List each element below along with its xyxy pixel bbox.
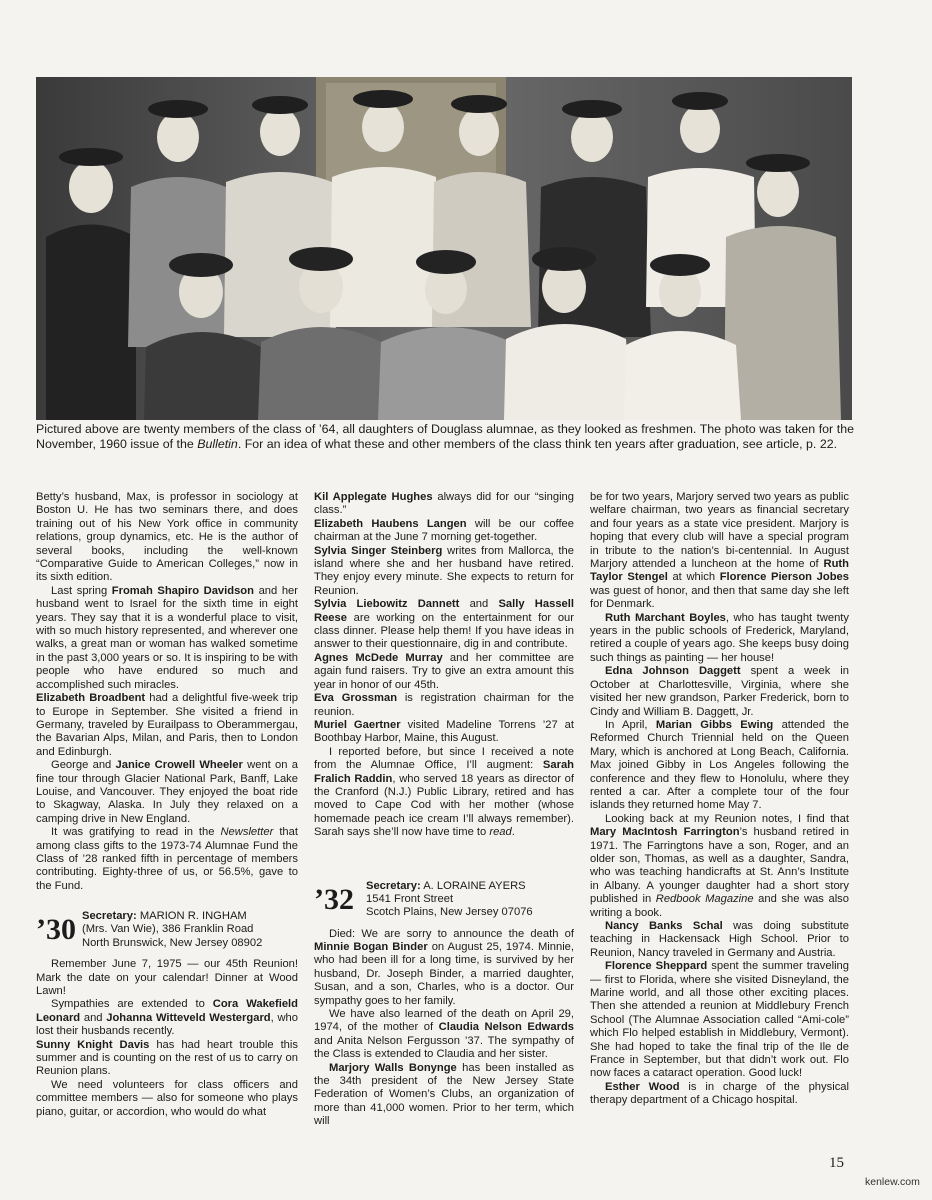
secretary-address: Secretary: MARION R. INGHAM (Mrs. Van Wie), 386 Franklin Road North Brunswick, New Jersey 08902 bbox=[82, 910, 263, 949]
paragraph: Sylvia Singer Steinberg writes from Mallorca, the island where she and her husband have retired. They enjoy every minute. She expects to return for Reunion. bbox=[314, 544, 574, 597]
photo-caption: Pictured above are twenty members of the class of ’64, all daughters of Douglass alumnae, as they looked as freshmen. The photo was taken for the November, 1960 issue of the Bulletin. For an idea of what these and other members of the class think ten years after graduation, see article, p. 22. bbox=[36, 422, 854, 452]
class-photo-image bbox=[36, 77, 852, 420]
paragraph: Last spring Fromah Shapiro Davidson and her husband went to Israel for the sixth time in eight years. They say that it is a wonderful place to visit, with so much history represented, and wherever one walks, a great man or woman has walked sometime in the past 3,000 years or so. It is inspiring to be with people who have endured so much and accomplished such miracles. bbox=[36, 584, 298, 691]
paragraph: Nancy Banks Schal was doing substitute teaching in Hackensack High School. Prior to Reunion, Nancy traveled in Germany and Austria. bbox=[590, 920, 849, 959]
paragraph: Looking back at my Reunion notes, I find that Mary MacIntosh Farrington’s husband retired in 1971. The Farringtons have a son, Roger, and an older son, Thomas, as well as a daughter, Sandra, who was teaching handicrafts at St. Ann’s Institute in Albany. A younger daughter had a short story published in Redbook Magazine and she was also writing a book. bbox=[590, 812, 849, 919]
watermark: kenlew.com bbox=[865, 1176, 920, 1188]
column-1 bbox=[36, 491, 298, 1119]
paragraph: Muriel Gaertner visited Madeline Torrens ’27 at Boothbay Harbor, Maine, this August. bbox=[314, 718, 574, 745]
class-1932-heading bbox=[314, 880, 574, 924]
paragraph: be for two years, Marjory served two years as public welfare chairman, two years as financial secretary and four years as a state vice president. Marjory is hoping that every club will have a special program in tribute to the nation’s bi-centennial. In August Marjory attended a luncheon at the home of Ruth Taylor Stengel at which Florence Pierson Jobes was guest of honor, and then that same day she left for Denmark. bbox=[590, 491, 850, 611]
paragraph: It was gratifying to read in the Newsletter that among class gifts to the 1973-74 Alumnae Fund the Class of ’28 ranked fifth in percentage of members contributing. Eighty-three of us, or 56.5%, gave to the Fund. bbox=[36, 826, 298, 892]
paragraph: Betty’s husband, Max, is professor in sociology at Boston U. He has two seminars there, and does training out of his New York office in community relations, group dynamics, etc. He is the author of several books, including the well-known “Comparative Guide to American Colleges,” now in its sixth edition. bbox=[36, 491, 298, 584]
paragraph: Kil Applegate Hughes always did for our “singing class.” bbox=[314, 491, 575, 517]
paragraph: Florence Sheppard spent the summer traveling — first to Florida, where she visited Disneyland, the Marine world, and all those other exciting places. Then she attended a reunion at Middlebury French School (The Alumnae Association called “Ami-cole” which Flo helped establish in Middlebury, Vermont). She had hoped to take the final trip of the Ile de France in September, but that didn’t work out. Flo now faces a cataract operation. Good luck! bbox=[590, 960, 849, 1080]
class-year: ’30 bbox=[36, 913, 76, 947]
secretary-address: Secretary: A. LORAINE AYERS 1541 Front Street Scotch Plains, New Jersey 07076 bbox=[366, 879, 533, 918]
page-number: 15 bbox=[829, 1155, 844, 1171]
class-photo bbox=[36, 77, 852, 420]
paragraph: Died: We are sorry to announce the death of Minnie Bogan Binder on August 25, 1974. Minnie, who had been ill for a long time, is survived by her husband, Dr. Joseph Binder, a married daughter, Susan, and a son, Charles, who is a doctor. Our sympathy goes to her family. bbox=[314, 927, 575, 1007]
paragraph: In April, Marian Gibbs Ewing attended the Reformed Church Triennial held on the Queen Mary, which is anchored at Long Beach, California. Max joined Gibby in Los Angeles following the conference and they flew to Honolulu, where they rented a car. After a complete tour of the four islands they returned home May 7. bbox=[590, 718, 849, 812]
class-year: ’32 bbox=[314, 882, 354, 916]
paragraph: Elizabeth Haubens Langen will be our coffee chairman at the June 7 morning get-together. bbox=[314, 517, 575, 544]
paragraph: Sunny Knight Davis has had heart trouble this summer and is counting on the rest of us to carry on Reunion plans. bbox=[36, 1038, 298, 1078]
paragraph: Marjory Walls Bonynge has been installed as the 34th president of the New Jersey State Federation of Women’s Clubs, an organization of more than 41,000 women. Prior to her term, which will bbox=[314, 1061, 574, 1128]
class-1930-heading bbox=[36, 910, 298, 954]
paragraph: Elizabeth Broadbent had a delightful five-week trip to Europe in September. She visited a friend in Germany, traveled by Eurailpass to Oberammergau, the Bavarian Alps, Milan, and Paris, then to London and Edinburgh. bbox=[36, 692, 299, 758]
paragraph: I reported before, but since I received a note from the Alumnae Office, I’ll augment: Sarah Fralich Raddin, who served 18 years as director of the Cranford (N.J.) Public Library, retired and has moved to Cape Cod with her mother (whose homemade peach ice cream I’ll always remember). Sarah says she’ll now have time to read. bbox=[314, 745, 574, 839]
paragraph: Agnes McDede Murray and her committee are again fund raisers. Try to give an extra amount this year in honor of our 45th. bbox=[314, 651, 574, 691]
paragraph: Remember June 7, 1975 — our 45th Reunion! Mark the date on your calendar! Dinner at Wood Lawn! bbox=[36, 958, 298, 997]
paragraph: Sympathies are extended to Cora Wakefield Leonard and Johanna Witteveld Westergard, who lost their husbands recently. bbox=[36, 998, 299, 1038]
paragraph: Esther Wood is in charge of the physical therapy department of a Chicago hospital. bbox=[590, 1080, 849, 1107]
paragraph: Ruth Marchant Boyles, who has taught twenty years in the public schools of Frederick, Maryland, retired a couple of years ago. She keeps busy doing such things as painting — her house! bbox=[590, 611, 849, 664]
paragraph: Eva Grossman is registration chairman for the reunion. bbox=[314, 692, 574, 718]
paragraph: Sylvia Liebowitz Dannett and Sally Hassell Reese are working on the entertainment for our class dinner. Please help them! If you have ideas in answer to their questionnaire, dig in and contribute. bbox=[314, 598, 574, 651]
paragraph: George and Janice Crowell Wheeler went on a fine tour through Glacier National Park, Banff, Lake Louise, and Vancouver. They enjoyed the boat ride to Skagway, Alaska. In July they relaxed on a camping drive in New England. bbox=[36, 759, 299, 825]
column-2 bbox=[314, 491, 574, 1129]
paragraph: Edna Johnson Daggett spent a week in October at Charlottesville, Virginia, where she visited her new grandson, Parker Frederick, born to Cindy and William B. Daggett, Jr. bbox=[590, 665, 849, 718]
paragraph: We have also learned of the death on April 29, 1974, of the mother of Claudia Nelson Edwards and Anita Nelson Fergusson ’37. The sympathy of the Class is extended to Claudia and her sister. bbox=[314, 1008, 574, 1061]
paragraph: We need volunteers for class officers and committee members — also for someone who plays piano, guitar, or accordion, who would do what bbox=[36, 1078, 298, 1118]
column-3 bbox=[590, 491, 849, 1108]
